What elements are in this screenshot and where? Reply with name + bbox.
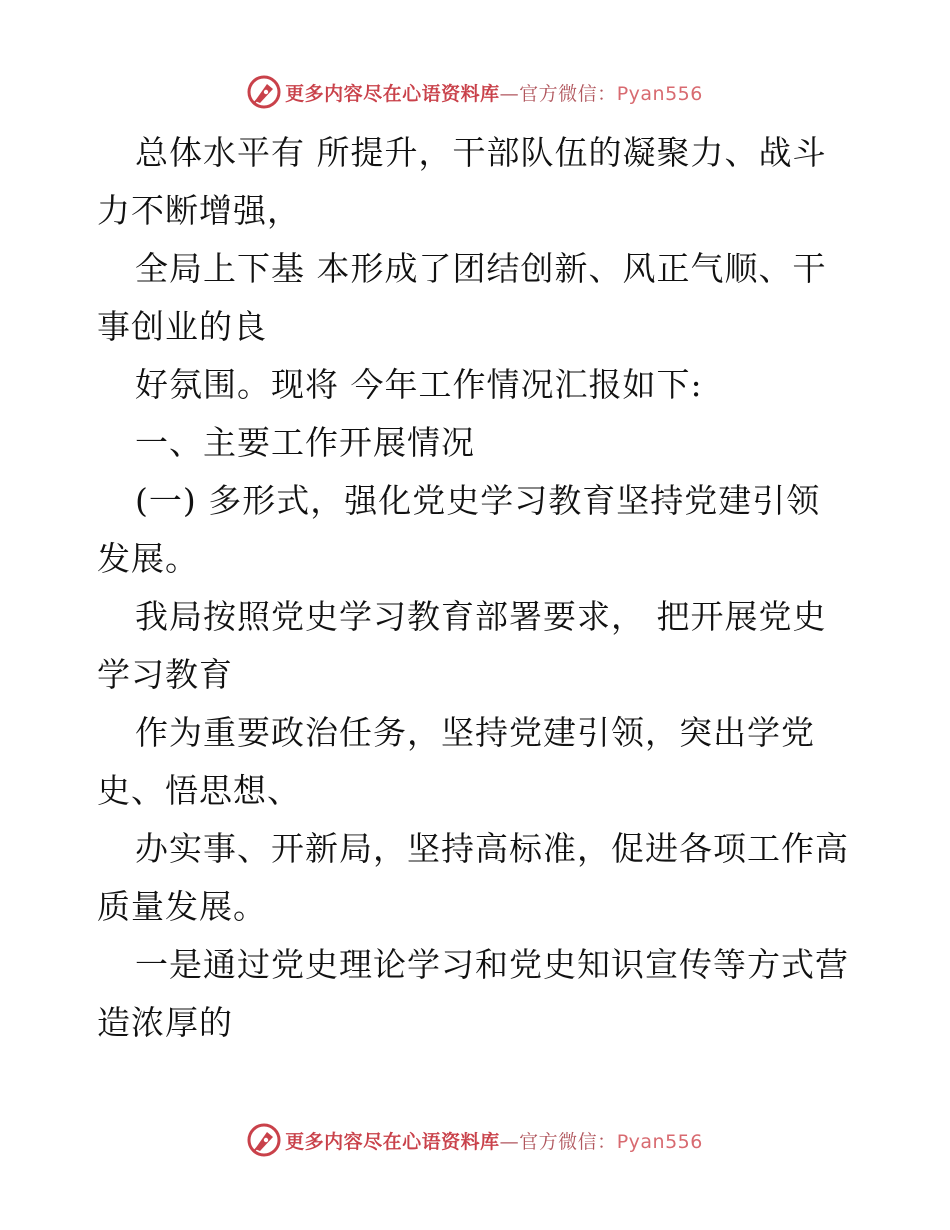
body-line: 我局按照党史学习教育部署要求， 把开展党史: [135, 597, 827, 636]
header-official-label: 官方微信：: [519, 82, 617, 105]
subsection-heading: (一) 多形式，强化党史学习教育坚持党建引领: [135, 481, 821, 520]
document-body: [97, 124, 857, 1052]
body-line: 办实事、开新局，坚持高标准，促进各项工作高: [135, 829, 849, 868]
footer-watermark: [0, 1120, 950, 1160]
body-line: 总体水平有 所提升，干部队伍的凝聚力、战斗: [135, 133, 827, 172]
pen-nib-logo-icon: [247, 1123, 281, 1157]
footer-brand: 更多内容尽在心语资料库: [285, 1130, 500, 1153]
footer-watermark-text: [285, 1127, 703, 1154]
section-heading: 一、主要工作开展情况: [135, 423, 475, 462]
body-line: 质量发展。: [97, 887, 267, 926]
body-line: 发展。: [97, 539, 199, 578]
footer-dash: —: [499, 1130, 520, 1153]
header-brand: 更多内容尽在心语资料库: [285, 82, 500, 105]
body-line: 造浓厚的: [97, 1003, 233, 1042]
header-watermark-text: [285, 79, 703, 106]
footer-wechat-id: Pyan556: [616, 1130, 703, 1153]
body-line: 史、悟思想、: [97, 771, 301, 810]
body-line: 一是通过党史理论学习和党史知识宣传等方式营: [135, 945, 849, 984]
footer-official-label: 官方微信：: [519, 1130, 617, 1153]
header-dash: —: [499, 82, 520, 105]
header-watermark: [0, 72, 950, 112]
body-line: 好氛围。现将 今年工作情况汇报如下:: [135, 365, 703, 404]
body-line: 力不断增强，: [97, 191, 301, 230]
body-line: 作为重要政治任务，坚持党建引领，突出学党: [135, 713, 815, 752]
body-line: 全局上下基 本形成了团结创新、风正气顺、干: [135, 249, 827, 288]
body-line: 事创业的良: [97, 307, 267, 346]
body-line: 学习教育: [97, 655, 233, 694]
pen-nib-logo-icon: [247, 75, 281, 109]
header-wechat-id: Pyan556: [616, 82, 703, 105]
